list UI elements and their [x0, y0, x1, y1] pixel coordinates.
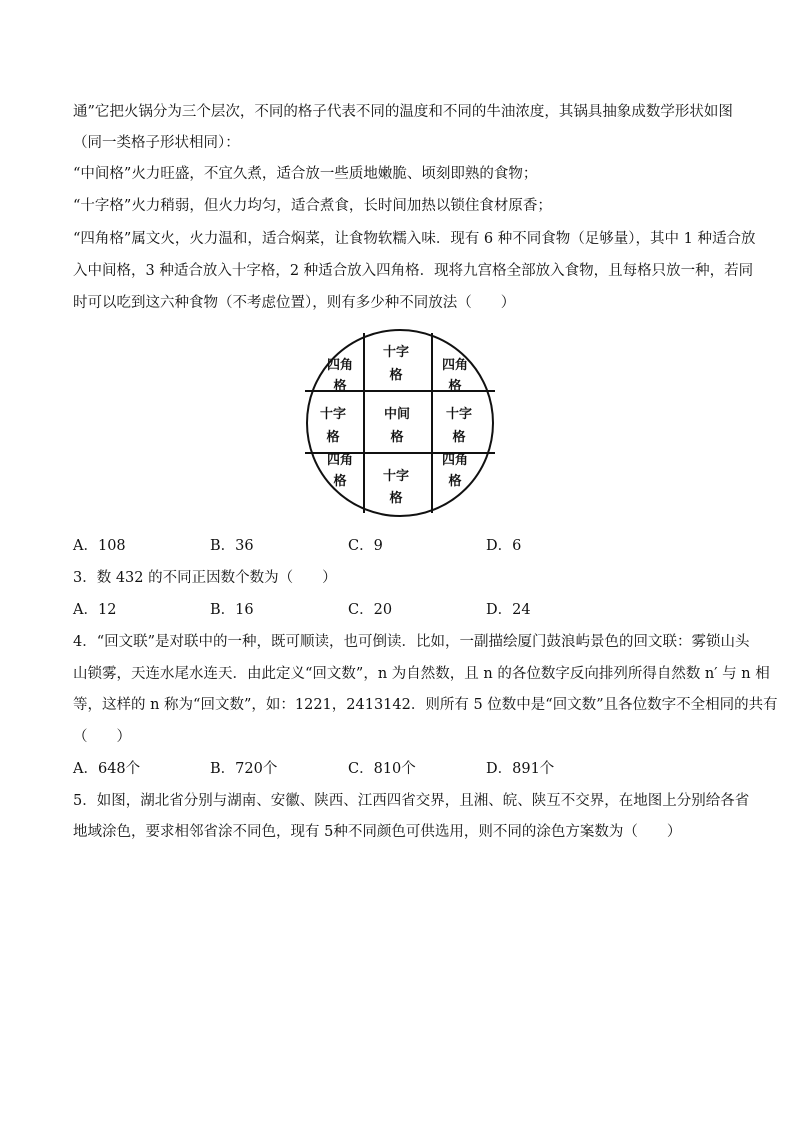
- q4-option-d: D．891个: [486, 761, 555, 777]
- intro-line-7: 时可以吃到这六种食物（不考虑位置），则有多少种不同放法（ ）: [73, 295, 516, 311]
- intro-line-3: “中间格”火力旺盛，不宜久煮，适合放一些质地嫩脆、顷刻即熟的食物；: [73, 166, 538, 182]
- cell-top-right-l2: 格: [448, 379, 462, 394]
- cell-bottom-right-l1: 四角: [441, 453, 469, 468]
- q4-line-2: 山锁雾，天连水尾水连天．由此定义“回文数”，n 为自然数，且 n 的各位数字反向排列所得自然数 n′ 与 n 相: [73, 666, 770, 682]
- cell-mid-left-l1: 十字: [319, 407, 347, 422]
- q3-option-d: D．24: [486, 602, 531, 618]
- cell-mid-right-l1: 十字: [445, 407, 473, 422]
- cell-mid-right-l2: 格: [452, 430, 466, 445]
- q5-line-2: 地域涂色，要求相邻省涂不同色，现有 5种不同颜色可供选用，则不同的涂色方案数为（ ）: [73, 824, 682, 840]
- cell-top-left-l1: 四角: [326, 358, 354, 373]
- q2-option-a: A．108: [73, 538, 126, 554]
- q2-option-b: B．36: [210, 538, 254, 554]
- q3-option-b: B．16: [210, 602, 254, 618]
- cell-bottom-center-l1: 十字: [382, 469, 410, 484]
- intro-line-5: “四角格”属文火，火力温和，适合焖菜，让食物软糯入味．现有 6 种不同食物（足够量），其中 1 种适合放: [73, 231, 756, 247]
- q4-line-3: 等，这样的 n 称为“回文数”，如：1221，2413142．则所有 5 位数中是“回文数”且各位数字不全相同的共有: [73, 697, 778, 713]
- intro-line-1: 通”它把火锅分为三个层次，不同的格子代表不同的温度和不同的牛油浓度，其锅具抽象成数学形状如图: [73, 104, 733, 120]
- cell-center-l2: 格: [390, 430, 404, 445]
- intro-line-6: 入中间格，3 种适合放入十字格，2 种适合放入四角格．现将九宫格全部放入食物，且每格只放一种，若同: [73, 263, 754, 279]
- q5-line-1: 5．如图，湖北省分别与湖南、安徽、陕西、江西四省交界，且湘、皖、陕互不交界，在地图上分别给各省: [73, 793, 750, 809]
- cell-bottom-left-l2: 格: [333, 474, 347, 489]
- q2-option-c: C．9: [348, 538, 383, 554]
- q4-option-c: C．810个: [348, 761, 416, 777]
- q4-option-b: B．720个: [210, 761, 278, 777]
- cell-top-left-l2: 格: [333, 379, 347, 394]
- cell-bottom-right-l2: 格: [448, 474, 462, 489]
- cell-bottom-left-l1: 四角: [326, 453, 354, 468]
- q2-option-d: D．6: [486, 538, 522, 554]
- q3-option-c: C．20: [348, 602, 393, 618]
- cell-mid-left-l2: 格: [326, 430, 340, 445]
- q3-stem: 3．数 432 的不同正因数个数为（ ）: [73, 570, 337, 586]
- q4-option-a: A．648个: [73, 761, 141, 777]
- cell-bottom-center-l2: 格: [389, 491, 403, 506]
- q4-line-4: （ ）: [73, 729, 131, 745]
- intro-line-2: （同一类格子形状相同）：: [73, 135, 240, 151]
- intro-line-4: “十字格”火力稍弱，但火力均匀，适合煮食，长时间加热以锁住食材原香；: [73, 198, 552, 214]
- q3-option-a: A．12: [73, 602, 117, 618]
- hotpot-grid-figure: [300, 328, 500, 518]
- cell-top-right-l1: 四角: [441, 358, 469, 373]
- cell-center-l1: 中间: [383, 407, 411, 422]
- cell-top-center-l1: 十字: [382, 345, 410, 360]
- cell-top-center-l2: 格: [389, 368, 403, 383]
- q4-line-1: 4．“回文联”是对联中的一种，既可顺读，也可倒读．比如，一副描绘厦门鼓浪屿景色的回文联：雾锁山头: [73, 634, 750, 650]
